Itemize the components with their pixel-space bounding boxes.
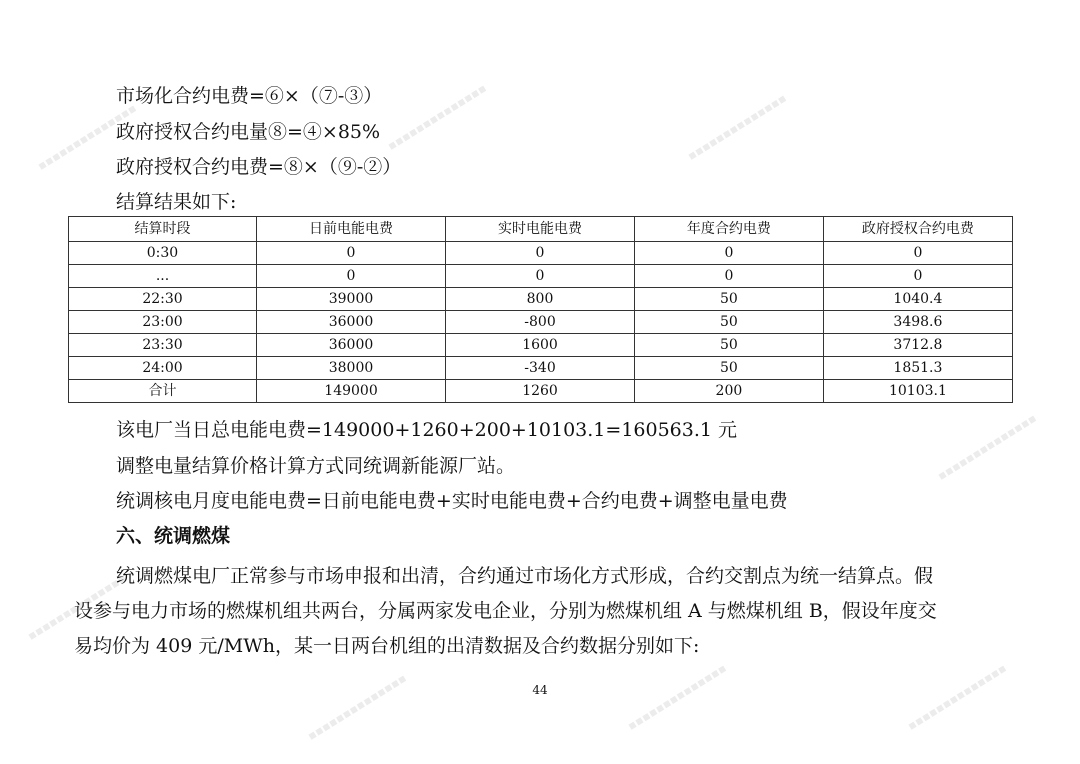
table-cell: 3498.6 — [823, 311, 1012, 334]
table-header-row — [69, 217, 1013, 242]
column-header: 日前电能电费 — [256, 217, 445, 242]
formula-gov-contract-volume: 政府授权合约电量⑧=④×85% — [116, 121, 381, 143]
watermark-mark: ▪▪▪▪▪▪▪▪▪▪▪▪▪▪ — [384, 80, 489, 154]
table-cell: 合计 — [69, 380, 257, 403]
coal-plant-paragraph — [74, 559, 1004, 664]
column-header: 结算时段 — [69, 217, 257, 242]
results-intro: 结算结果如下: — [116, 191, 237, 213]
table-row — [69, 311, 1013, 334]
paragraph-line: 易均价为 409 元/MWh，某一日两台机组的出清数据及合约数据分别如下: — [74, 635, 700, 657]
table-cell: 36000 — [256, 334, 445, 357]
table-cell: 3712.8 — [823, 334, 1012, 357]
table-cell: 0 — [446, 242, 635, 265]
table-cell: 1600 — [446, 334, 635, 357]
table-cell: 0 — [634, 242, 823, 265]
nuclear-monthly-fee-formula: 统调核电月度电能电费=日前电能电费+实时电能电费+合约电费+调整电量电费 — [116, 490, 788, 512]
settlement-table — [68, 216, 1013, 403]
table-cell: 0 — [256, 265, 445, 288]
table-cell: 50 — [634, 334, 823, 357]
table-cell: 50 — [634, 357, 823, 380]
table-cell: 800 — [446, 288, 635, 311]
table-cell: 1260 — [446, 380, 635, 403]
table-cell: 149000 — [256, 380, 445, 403]
table-cell: 1851.3 — [823, 357, 1012, 380]
table-cell: 23:00 — [69, 311, 257, 334]
table-cell: 0 — [446, 265, 635, 288]
table-cell: 36000 — [256, 311, 445, 334]
paragraph-line: 统调燃煤电厂正常参与市场申报和出清，合约通过市场化方式形成，合约交割点为统一结算点。假 — [116, 565, 934, 587]
formula-market-contract-fee: 市场化合约电费=⑥×（⑦-③） — [116, 85, 383, 107]
table-row — [69, 288, 1013, 311]
table-cell: 0 — [256, 242, 445, 265]
table-row — [69, 242, 1013, 265]
table-cell: 0 — [634, 265, 823, 288]
table-cell: 23:30 — [69, 334, 257, 357]
table-row — [69, 265, 1013, 288]
table-total-row — [69, 380, 1013, 403]
table-row — [69, 334, 1013, 357]
adjustment-price-note: 调整电量结算价格计算方式同统调新能源厂站。 — [116, 455, 516, 477]
table-cell: 38000 — [256, 357, 445, 380]
table-cell: ... — [69, 265, 257, 288]
column-header: 实时电能电费 — [446, 217, 635, 242]
page-number: 44 — [532, 683, 548, 697]
total-energy-fee-line: 该电厂当日总电能电费=149000+1260+200+10103.1=160563.1 元 — [116, 419, 738, 441]
table-cell: 0 — [823, 242, 1012, 265]
table-cell: 50 — [634, 311, 823, 334]
table-cell: 22:30 — [69, 288, 257, 311]
table-row — [69, 357, 1013, 380]
section-heading: 六、统调燃煤 — [116, 525, 231, 547]
watermark-mark: ▪▪▪▪▪▪▪▪▪▪▪▪▪▪ — [934, 410, 1039, 484]
table-cell: 24:00 — [69, 357, 257, 380]
table-cell: 39000 — [256, 288, 445, 311]
watermark-mark: ▪▪▪▪▪▪▪▪▪▪▪▪▪▪ — [34, 100, 139, 174]
table-cell: 200 — [634, 380, 823, 403]
column-header: 年度合约电费 — [634, 217, 823, 242]
watermark-mark: ▪▪▪▪▪▪▪▪▪▪▪▪▪▪ — [904, 660, 1009, 734]
table-cell: 0 — [823, 265, 1012, 288]
table-cell: 50 — [634, 288, 823, 311]
column-header: 政府授权合约电费 — [823, 217, 1012, 242]
table-cell: 10103.1 — [823, 380, 1012, 403]
watermark-mark: ▪▪▪▪▪▪▪▪▪▪▪▪▪▪ — [24, 570, 129, 644]
watermark-mark: ▪▪▪▪▪▪▪▪▪▪▪▪▪▪ — [304, 670, 409, 744]
formula-gov-contract-fee: 政府授权合约电费=⑧×（⑨-②） — [116, 156, 402, 178]
watermark-mark: ▪▪▪▪▪▪▪▪▪▪▪▪▪▪ — [684, 90, 789, 164]
table-cell: -340 — [446, 357, 635, 380]
table-cell: 0:30 — [69, 242, 257, 265]
paragraph-line: 设参与电力市场的燃煤机组共两台，分属两家发电企业，分别为燃煤机组 A 与燃煤机组 B，假设年度交 — [74, 600, 937, 622]
table-cell: -800 — [446, 311, 635, 334]
table-cell: 1040.4 — [823, 288, 1012, 311]
watermark-mark: ▪▪▪▪▪▪▪▪▪▪▪▪▪▪ — [624, 660, 729, 734]
